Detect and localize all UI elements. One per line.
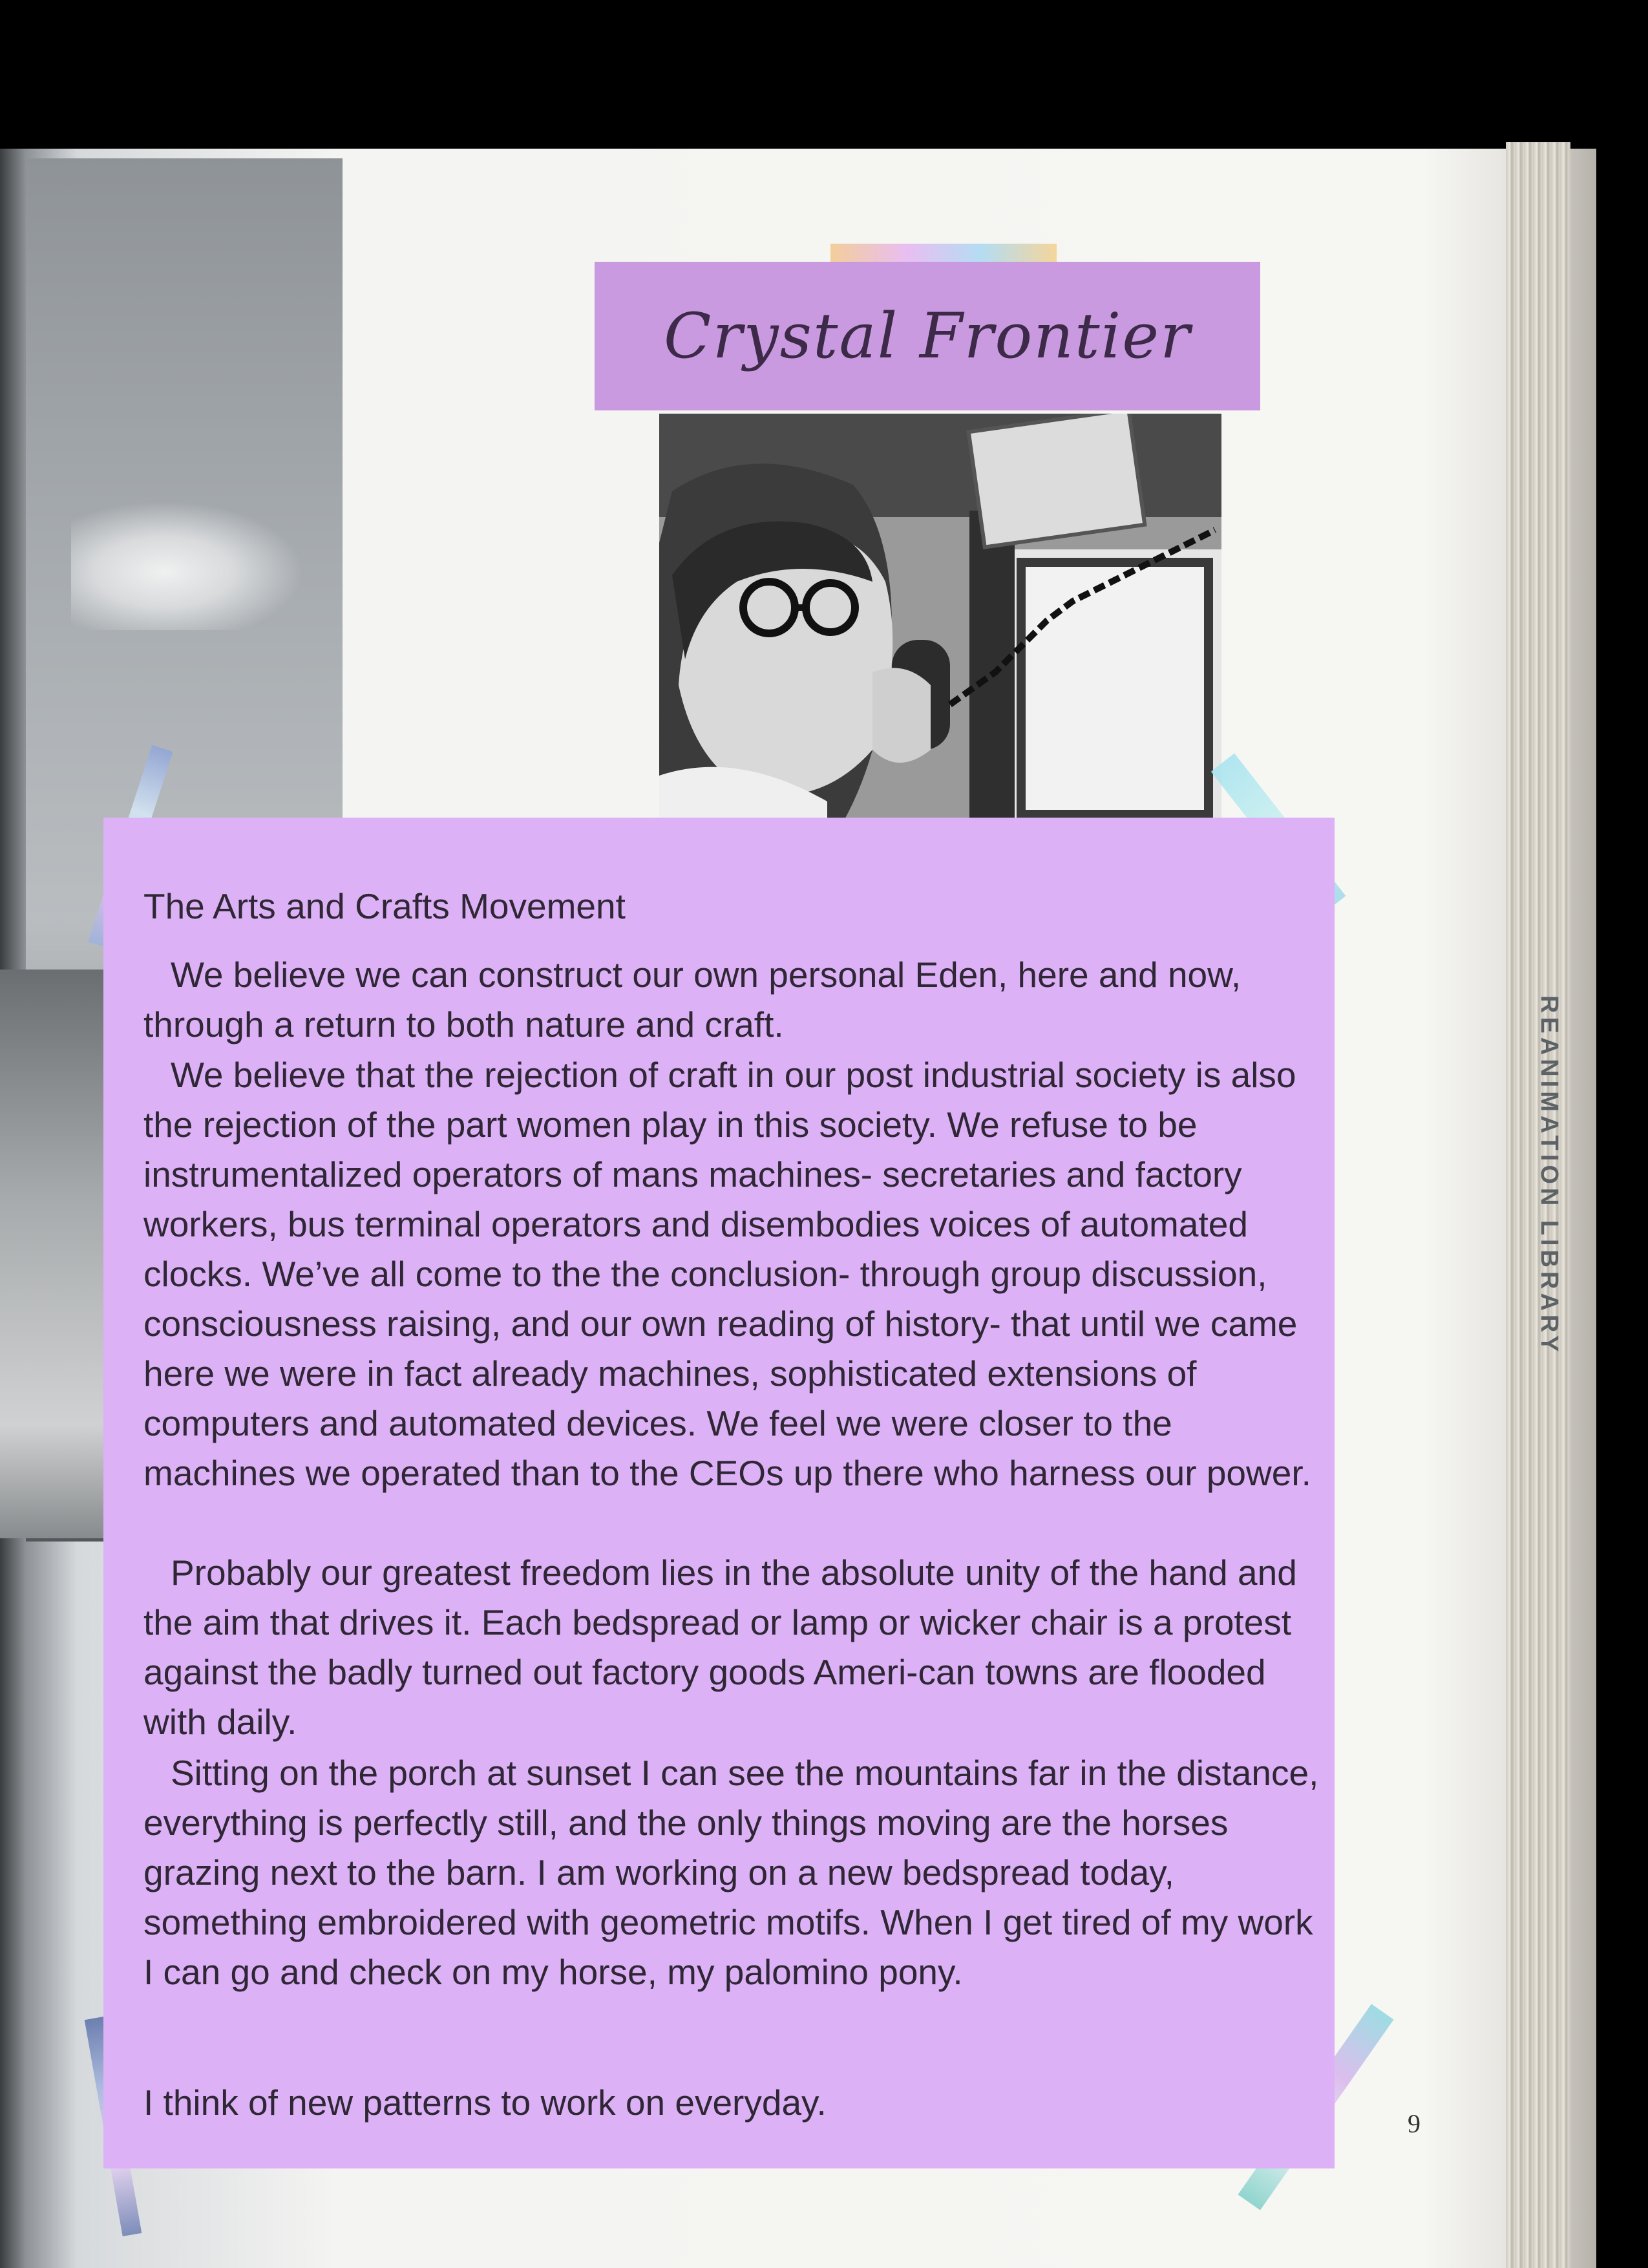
page-title: Crystal Frontier — [664, 300, 1191, 372]
title-paper — [595, 262, 1260, 410]
left-photo-detail — [0, 970, 103, 1538]
page-number: 9 — [1408, 2109, 1421, 2138]
paragraph: We believe we can construct our own personal Eden, here and now, through a return to both nature and craft. — [143, 955, 1241, 1044]
spine-text: REANIMATION LIBRARY — [1536, 995, 1563, 1356]
cloud — [71, 501, 304, 630]
paragraph: Probably our greatest freedom lies in the absolute unity of the hand and the aim that drives it. Each bedspread or lamp or wicker chair is a protest against the badly turned out factory goods Ameri-can towns are flooded with daily. — [143, 1553, 1297, 1742]
operator-photo-image — [659, 414, 1221, 827]
operator-photo — [659, 414, 1221, 827]
paragraph: I think of new patterns to work on everyday. — [143, 2083, 827, 2123]
paragraph: We believe that the rejection of craft in our post industrial society is also the rejection of the part women play in this society. We refuse to be instrumentalized operators of mans machines- secretaries and factory workers, bus terminal operators and disembodies voices of automated clocks. We’ve all come to the the conclusion- through group discussion, consciousness raising, and our own reading of history- that until we came here we were in fact already machines, sophisticated extensions of computers and automated devices. We feel we were closer to the machines we operated than to the CEOs up there who harness our power. — [143, 1055, 1311, 1493]
paragraph: Sitting on the porch at sunset I can see the mountains far in the distance, everything is perfectly still, and the only things moving are the horses grazing next to the barn. I am working on a new bedspread today, something embroidered with geometric motifs. When I get tired of my work I can go and check on my horse, my palomino pony. — [143, 1753, 1319, 1992]
section-heading: The Arts and Crafts Movement — [143, 886, 626, 926]
